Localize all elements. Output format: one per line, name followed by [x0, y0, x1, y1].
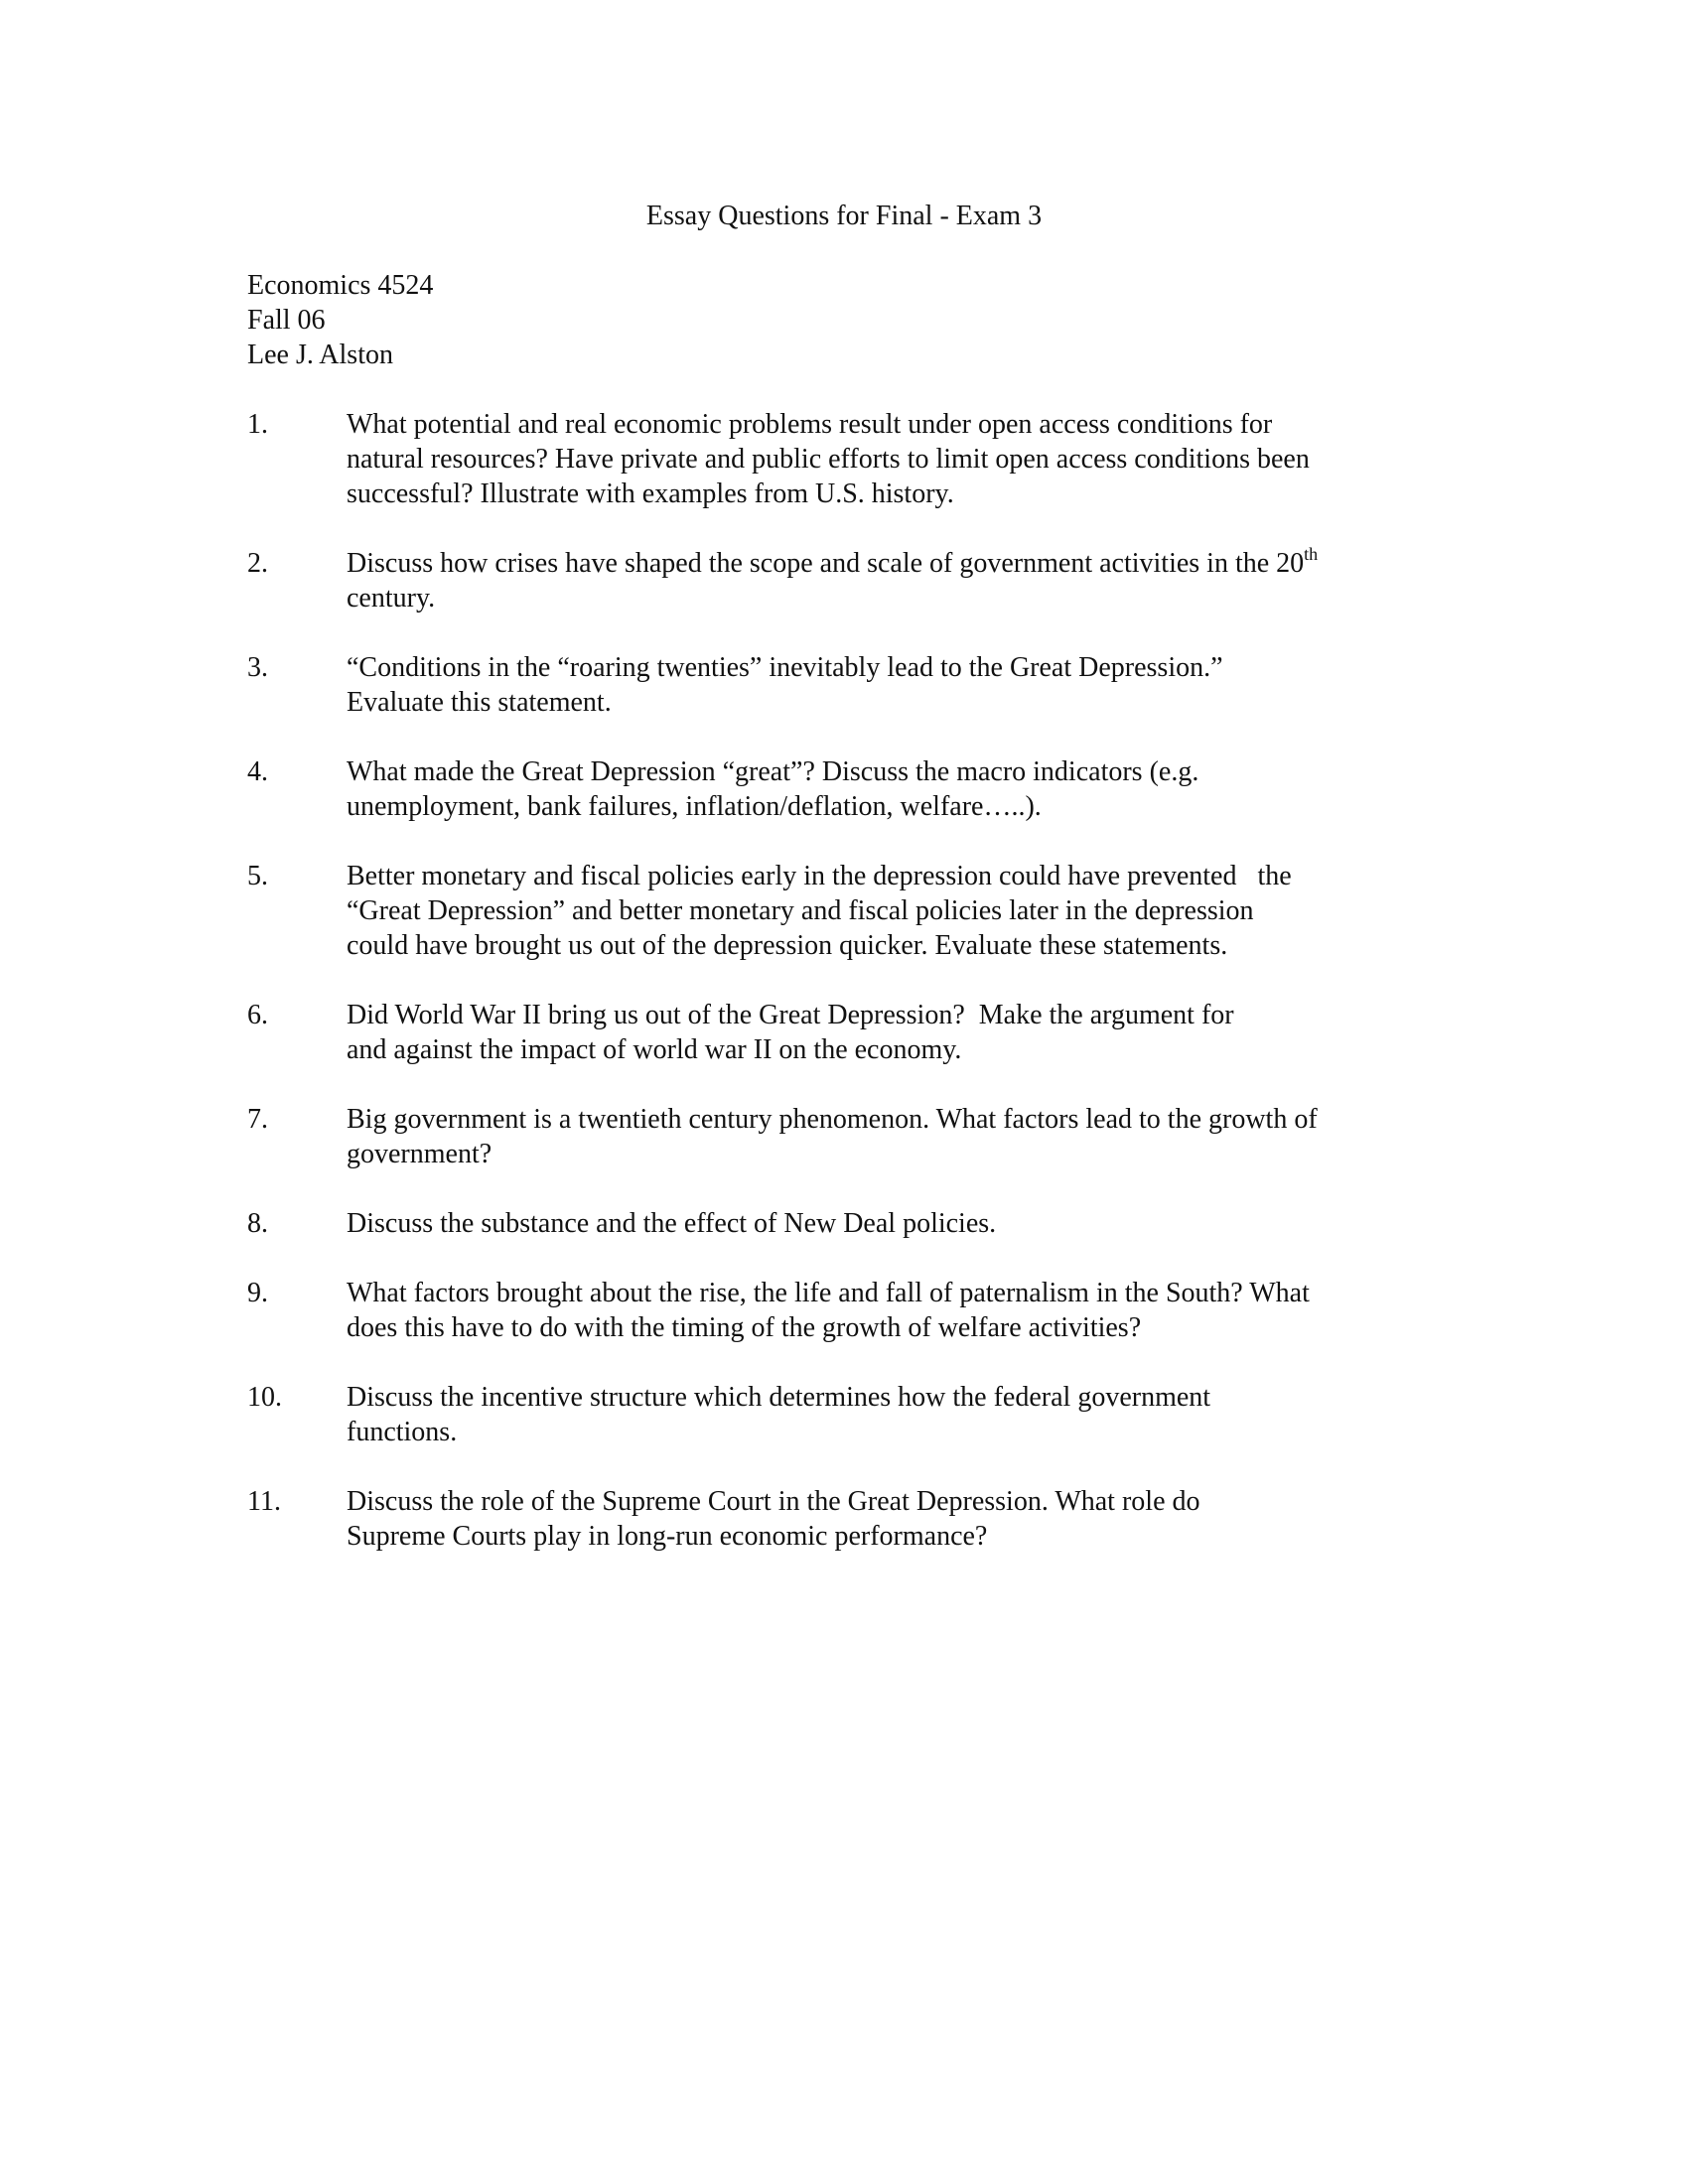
question-number: 10. [247, 1382, 282, 1413]
question-line: Better monetary and fiscal policies early in the depression could have prevented the [347, 861, 1292, 891]
question-text [347, 1380, 1439, 1449]
question-number: 9. [247, 1278, 268, 1308]
question-item [247, 1484, 1439, 1554]
question-text [347, 1206, 1439, 1241]
question-line: Discuss the incentive structure which determines how the federal government [347, 1382, 1211, 1413]
question-number: 3. [247, 652, 268, 683]
page-title: Essay Questions for Final - Exam 3 [645, 201, 1043, 231]
question-item [247, 407, 1439, 511]
question-number: 11. [247, 1486, 281, 1517]
question-line: could have brought us out of the depression quicker. Evaluate these statements. [347, 930, 1228, 961]
ordinal-superscript: th [1304, 544, 1319, 564]
question-item [247, 650, 1439, 720]
question-number: 5. [247, 861, 268, 891]
question-item [247, 1380, 1439, 1449]
question-line [347, 546, 1439, 581]
question-line: successful? Illustrate with examples from U.S. history. [347, 478, 954, 509]
question-item [247, 998, 1439, 1067]
question-line: Discuss the substance and the effect of New Deal policies. [347, 1208, 997, 1239]
course-info [247, 268, 433, 372]
question-line: Evaluate this statement. [347, 687, 612, 718]
question-line: and against the impact of world war II on the economy. [347, 1034, 962, 1065]
question-number: 1. [247, 409, 268, 440]
question-text [347, 407, 1439, 511]
course-term: Fall 06 [247, 305, 326, 336]
question-line: functions. [347, 1417, 458, 1447]
question-text [347, 1484, 1439, 1554]
question-number: 8. [247, 1208, 268, 1239]
question-item [247, 1206, 1439, 1241]
question-number: 4. [247, 756, 268, 787]
question-text [347, 754, 1439, 824]
question-item [247, 546, 1439, 615]
question-line: What made the Great Depression “great”? Discuss the macro indicators (e.g. [347, 756, 1199, 787]
question-line: Did World War II bring us out of the Great Depression? Make the argument for [347, 1000, 1234, 1030]
question-line-text: Discuss how crises have shaped the scope and scale of government activities in the 20 [347, 548, 1305, 579]
question-item [247, 859, 1439, 963]
question-item [247, 754, 1439, 824]
question-text [347, 546, 1439, 615]
question-line: “Conditions in the “roaring twenties” inevitably lead to the Great Depression.” [347, 652, 1223, 683]
question-list [247, 407, 1439, 1588]
question-number: 7. [247, 1104, 268, 1135]
question-number: 6. [247, 1000, 268, 1030]
question-number: 2. [247, 548, 268, 579]
question-text [347, 998, 1439, 1067]
question-line: What potential and real economic problems result under open access conditions for [347, 409, 1273, 440]
course-name: Economics 4524 [247, 270, 434, 301]
question-text [347, 859, 1439, 963]
question-line: unemployment, bank failures, inflation/deflation, welfare…..). [347, 791, 1042, 822]
question-line: Supreme Courts play in long-run economic performance? [347, 1521, 988, 1552]
question-item [247, 1102, 1439, 1171]
question-text [347, 1102, 1439, 1171]
question-text [347, 1276, 1439, 1345]
question-text [347, 650, 1439, 720]
question-line: government? [347, 1139, 492, 1169]
question-line: What factors brought about the rise, the life and fall of paternalism in the South? What [347, 1278, 1310, 1308]
question-line: does this have to do with the timing of the growth of welfare activities? [347, 1312, 1142, 1343]
question-line: Discuss the role of the Supreme Court in the Great Depression. What role do [347, 1486, 1200, 1517]
question-line: Big government is a twentieth century phenomenon. What factors lead to the growth of [347, 1104, 1318, 1135]
instructor-name: Lee J. Alston [247, 340, 393, 370]
question-line: natural resources? Have private and public efforts to limit open access conditions been [347, 444, 1310, 475]
question-line: “Great Depression” and better monetary and fiscal policies later in the depression [347, 895, 1254, 926]
question-line: century. [347, 583, 436, 614]
question-item [247, 1276, 1439, 1345]
